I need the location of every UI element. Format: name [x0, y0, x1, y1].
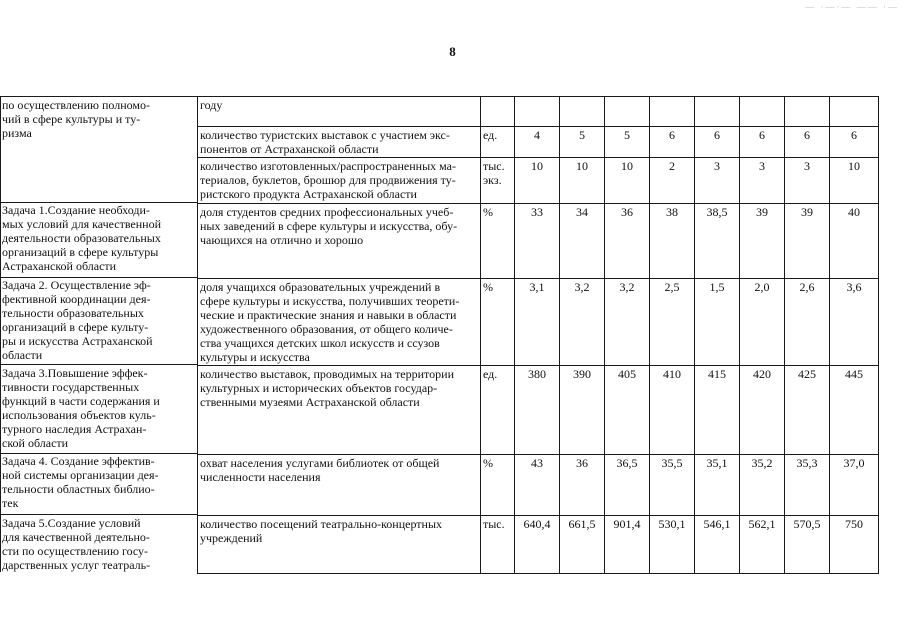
- value-cell: [785, 97, 830, 127]
- task-line: Задача 5.Создание условий: [2, 516, 141, 530]
- value-cell: 405: [605, 366, 650, 455]
- page-number: 8: [449, 44, 456, 59]
- table-row: [198, 158, 879, 204]
- value-cell: 425: [785, 366, 830, 455]
- indicator-line: доля студентов средних профессиональных учеб-: [200, 205, 454, 219]
- value-cell: 5: [560, 127, 605, 158]
- indicator-line: количество изготовленных/распространенных ма-: [200, 159, 456, 173]
- indicator-line: ных заведений в сфере культуры и искусства, обу-: [200, 219, 458, 233]
- value-cell: 546,1: [695, 516, 740, 574]
- task-line: турного наследия Астрахан-: [2, 422, 147, 436]
- value-cell: 36: [605, 204, 650, 279]
- value-cell: 6: [650, 127, 695, 158]
- task-divider: [0, 96, 197, 97]
- indicator-cell: [198, 366, 481, 455]
- value-cell: 39: [740, 204, 785, 279]
- task-line: тельности областных библио-: [2, 482, 155, 496]
- value-cell: 3: [695, 158, 740, 204]
- task-divider: [0, 277, 197, 278]
- indicator-line: численности населения: [200, 470, 321, 484]
- indicator-line: ства учащихся детских школ искусств и ссузов: [200, 336, 440, 350]
- task-cell-0: [2, 98, 196, 208]
- unit-cell: [481, 516, 515, 574]
- task-line: тек: [2, 496, 19, 510]
- unit-line: экз.: [483, 173, 502, 187]
- indicator-cell: [198, 516, 481, 574]
- task-line: тельности образовательных: [2, 306, 144, 320]
- task-cell-5: [2, 516, 196, 572]
- indicator-cell: [198, 127, 481, 158]
- unit-line: %: [483, 205, 493, 219]
- indicator-line: ристского продукта Астраханской области: [200, 187, 417, 201]
- value-cell: 750: [830, 516, 879, 574]
- task-cell-4: [2, 454, 196, 512]
- value-cell: 37,0: [830, 455, 879, 516]
- value-cell: [515, 97, 560, 127]
- value-cell: 3,2: [605, 279, 650, 366]
- unit-line: тыс.: [483, 159, 505, 173]
- indicator-line: культурных и исторических объектов государ-: [200, 381, 438, 395]
- value-cell: 5: [605, 127, 650, 158]
- value-cell: 562,1: [740, 516, 785, 574]
- value-cell: 43: [515, 455, 560, 516]
- task-line: ры и искусства Астраханской: [2, 334, 153, 348]
- task-divider: [0, 453, 197, 454]
- indicator-cell: [198, 279, 481, 366]
- indicator-line: ственными музеями Астраханской области: [200, 395, 420, 409]
- indicator-cell: [198, 97, 481, 127]
- value-cell: 2,0: [740, 279, 785, 366]
- task-line: ной системы организации дея-: [2, 468, 159, 482]
- unit-line: ед.: [483, 367, 498, 381]
- value-cell: 38,5: [695, 204, 740, 279]
- value-cell: 1,5: [695, 279, 740, 366]
- indicator-table: [197, 96, 879, 574]
- value-cell: 410: [650, 366, 695, 455]
- value-cell: 2,6: [785, 279, 830, 366]
- task-line: тивности государственных: [2, 380, 140, 394]
- table-row: [198, 204, 879, 279]
- task-cell-3: [2, 366, 196, 452]
- unit-cell: [481, 279, 515, 366]
- task-divider: [0, 514, 197, 515]
- value-cell: 35,1: [695, 455, 740, 516]
- unit-line: %: [483, 280, 493, 294]
- unit-cell: [481, 158, 515, 204]
- task-line: Задача 1.Создание необходи-: [2, 203, 150, 217]
- task-line: деятельности образовательных: [2, 231, 161, 245]
- indicator-line: сфере культуры и искусства, получивших теорети-: [200, 294, 460, 308]
- value-cell: 3: [740, 158, 785, 204]
- task-line: ризма: [2, 126, 32, 140]
- task-line: Астраханской области: [2, 259, 117, 273]
- indicator-line: понентов от Астраханской области: [200, 142, 379, 156]
- value-cell: [695, 97, 740, 127]
- task-line: Задача 4. Создание эффектив-: [2, 454, 155, 468]
- value-cell: 530,1: [650, 516, 695, 574]
- value-cell: 2: [650, 158, 695, 204]
- value-cell: 10: [515, 158, 560, 204]
- value-cell: 3: [785, 158, 830, 204]
- value-cell: [830, 97, 879, 127]
- value-cell: 3,6: [830, 279, 879, 366]
- indicator-line: количество туристских выставок с участием экс-: [200, 128, 450, 142]
- task-line: организаций в сфере культуры: [2, 245, 159, 259]
- indicator-line: чающихся на отлично и хорошо: [200, 233, 364, 247]
- indicator-cell: [198, 158, 481, 204]
- value-cell: 35,5: [650, 455, 695, 516]
- unit-cell: [481, 127, 515, 158]
- value-cell: 3,1: [515, 279, 560, 366]
- task-line: использования объектов куль-: [2, 408, 156, 422]
- value-cell: [650, 97, 695, 127]
- value-cell: 34: [560, 204, 605, 279]
- indicator-line: ческие и практические знания и навыки в области: [200, 308, 457, 322]
- value-cell: 6: [785, 127, 830, 158]
- value-cell: 6: [695, 127, 740, 158]
- value-cell: [605, 97, 650, 127]
- unit-line: %: [483, 456, 493, 470]
- task-line: фективной координации дея-: [2, 292, 151, 306]
- value-cell: 380: [515, 366, 560, 455]
- value-cell: 3,2: [560, 279, 605, 366]
- table-row: [198, 127, 879, 158]
- task-line: ской области: [2, 436, 69, 450]
- value-cell: 33: [515, 204, 560, 279]
- value-cell: 420: [740, 366, 785, 455]
- table-row: [198, 366, 879, 455]
- task-divider: [0, 202, 197, 203]
- value-cell: 901,4: [605, 516, 650, 574]
- value-cell: 35,3: [785, 455, 830, 516]
- value-cell: 40: [830, 204, 879, 279]
- value-cell: 640,4: [515, 516, 560, 574]
- unit-line: тыс.: [483, 517, 505, 531]
- value-cell: 570,5: [785, 516, 830, 574]
- task-line: Задача 3.Повышение эффек-: [2, 366, 148, 380]
- value-cell: 6: [740, 127, 785, 158]
- indicator-line: художественного образования, от общего количе-: [200, 322, 453, 336]
- indicator-line: количество выставок, проводимых на территории: [200, 367, 454, 381]
- value-cell: [740, 97, 785, 127]
- value-cell: 390: [560, 366, 605, 455]
- unit-cell: [481, 455, 515, 516]
- value-cell: 10: [830, 158, 879, 204]
- table-row: [198, 97, 879, 127]
- value-cell: 39: [785, 204, 830, 279]
- unit-cell: [481, 366, 515, 455]
- indicator-line: культуры и искусства: [200, 350, 310, 364]
- task-line: по осуществлению полномо-: [2, 98, 150, 112]
- indicator-line: доля учащихся образовательных учреждений в: [200, 280, 441, 294]
- value-cell: 4: [515, 127, 560, 158]
- table-row: [198, 455, 879, 516]
- value-cell: 38: [650, 204, 695, 279]
- task-line: чий в сфере культуры и ту-: [2, 112, 141, 126]
- indicator-line: охват населения услугами библиотек от общей: [200, 456, 440, 470]
- left-border: [0, 96, 1, 572]
- task-line: организаций в сфере культу-: [2, 320, 149, 334]
- value-cell: 35,2: [740, 455, 785, 516]
- unit-line: ед.: [483, 128, 498, 142]
- value-cell: 10: [605, 158, 650, 204]
- value-cell: 36,5: [605, 455, 650, 516]
- value-cell: [560, 97, 605, 127]
- corner-marks: — ·—·— —— ·—: [805, 2, 899, 12]
- value-cell: 661,5: [560, 516, 605, 574]
- task-line: области: [2, 348, 43, 362]
- value-cell: 415: [695, 366, 740, 455]
- value-cell: 6: [830, 127, 879, 158]
- task-line: Задача 2. Осуществление эф-: [2, 278, 151, 292]
- indicator-line: териалов, буклетов, брошюр для продвижения ту-: [200, 173, 456, 187]
- task-line: сти по осуществлению госу-: [2, 544, 149, 558]
- indicator-cell: [198, 204, 481, 279]
- task-divider: [0, 364, 197, 365]
- task-line: для качественной деятельно-: [2, 530, 150, 544]
- task-line: дарственных услуг театраль-: [2, 558, 151, 572]
- indicator-line: учреждений: [200, 531, 263, 545]
- task-line: функций в части содержания и: [2, 394, 160, 408]
- task-cell-2: [2, 278, 196, 364]
- value-cell: 10: [560, 158, 605, 204]
- indicator-line: году: [200, 98, 223, 112]
- task-line: мых условий для качественной: [2, 217, 162, 231]
- value-cell: 2,5: [650, 279, 695, 366]
- table-row: [198, 516, 879, 574]
- indicator-cell: [198, 455, 481, 516]
- indicator-line: количество посещений театрально-концертных: [200, 517, 443, 531]
- unit-cell: [481, 97, 515, 127]
- value-cell: 36: [560, 455, 605, 516]
- task-cell-1: [2, 203, 196, 275]
- table-row: [198, 279, 879, 366]
- value-cell: 445: [830, 366, 879, 455]
- unit-cell: [481, 204, 515, 279]
